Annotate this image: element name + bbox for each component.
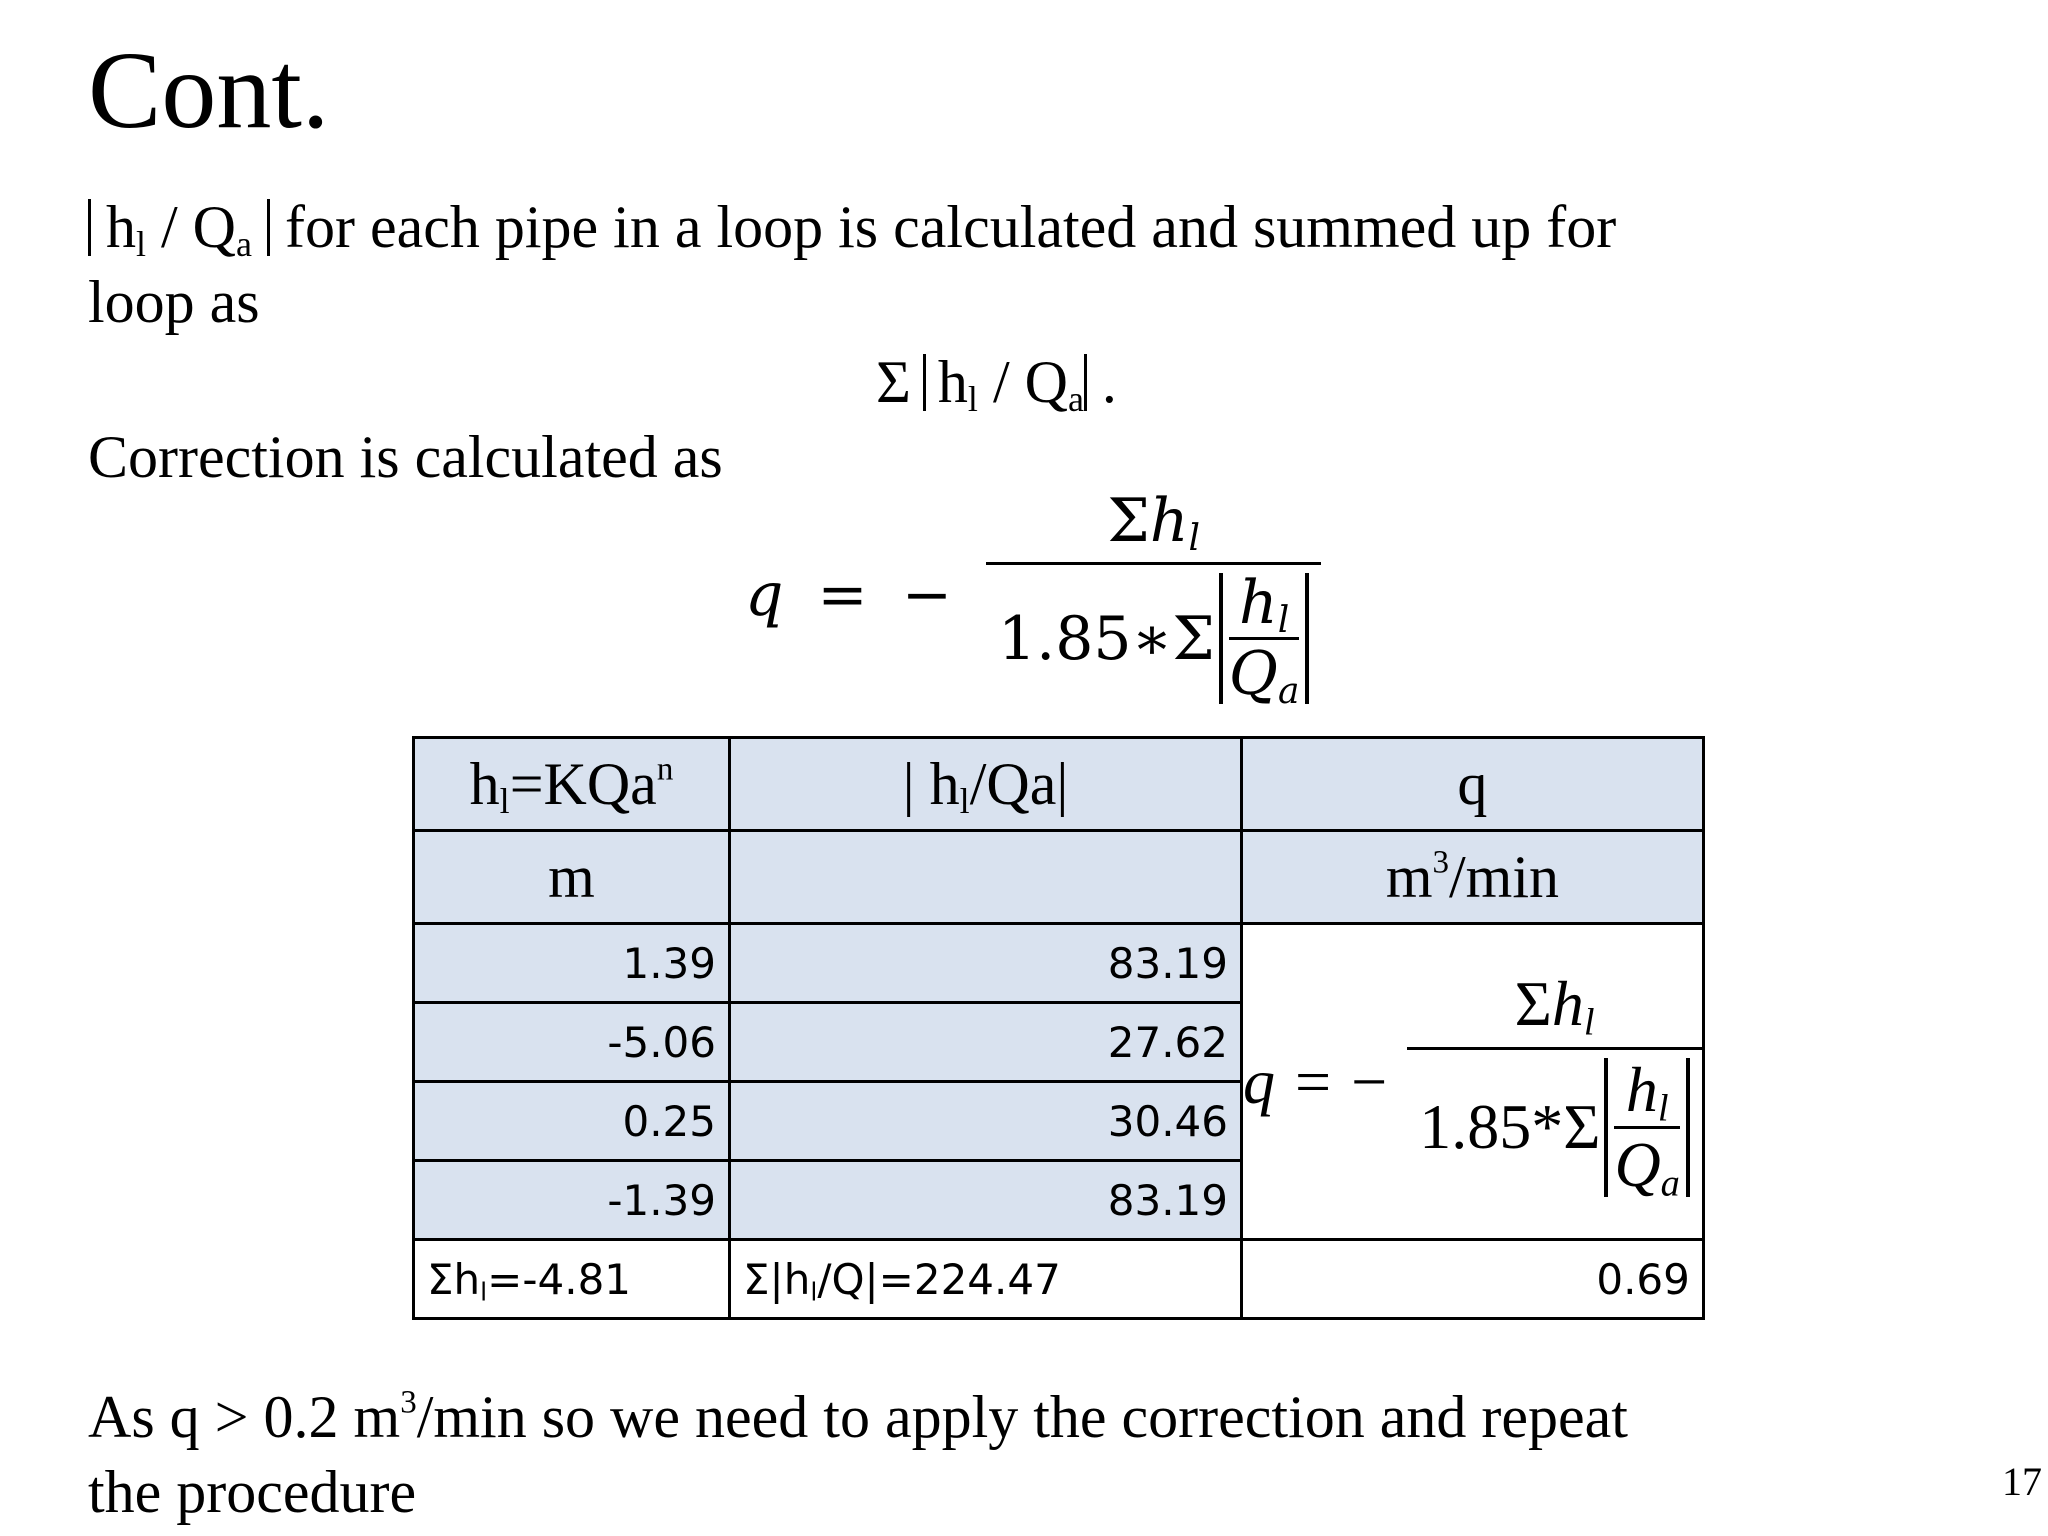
cell-hl: -5.06	[414, 1003, 730, 1082]
cell-hl: 0.25	[414, 1082, 730, 1161]
formula-equals: =	[817, 560, 868, 630]
unit-ratio	[730, 831, 1242, 924]
ratio-slash-q: / Q	[146, 194, 237, 260]
cell-hl: 1.39	[414, 924, 730, 1003]
header-abs-ratio: | $h_l/Qa|$	[730, 738, 1242, 831]
cell-inner-h: h	[1625, 1053, 1658, 1125]
cell-formula-equals: =	[1295, 1045, 1332, 1117]
header-q: q	[1242, 738, 1704, 831]
sum-dot: .	[1086, 349, 1117, 415]
header-hl: $h_l=KQa^n$	[414, 738, 730, 831]
den-inner-num	[1229, 568, 1300, 641]
paragraph-abs-ratio	[88, 190, 1616, 265]
cell-hl: -1.39	[414, 1161, 730, 1240]
sum-sub-l: l	[967, 379, 978, 419]
sigma-symbol: Σ	[876, 349, 911, 415]
cell-formula-fraction	[1407, 967, 1702, 1205]
cell-den-abs	[1604, 1053, 1689, 1205]
sum-ratio: $\Sigma|h_l/Q|=224.47$	[730, 1240, 1242, 1319]
cell-num-sub: l	[1583, 1001, 1595, 1044]
num-h: h	[1149, 486, 1189, 556]
paragraph-correction: Correction is calculated as	[88, 424, 723, 490]
units-row	[414, 831, 1704, 924]
sum-bar-left	[923, 354, 926, 411]
formula-lhs: q	[745, 560, 784, 630]
sum-hl: $\Sigma h_l=-4.81$	[414, 1240, 730, 1319]
cell-inner-sub-l: l	[1657, 1087, 1669, 1130]
den-abs-fraction	[1219, 568, 1310, 712]
cell-inner-sub-a: a	[1660, 1162, 1680, 1205]
ratio-sub-a: a	[236, 224, 252, 264]
sum-expression	[876, 345, 1117, 420]
para1-rest: for each pipe in a loop is calculated and summed up for	[270, 194, 1617, 260]
cell-inner-q: Q	[1614, 1128, 1661, 1200]
inner-sub-l: l	[1277, 600, 1290, 641]
formula-minus: −	[901, 560, 952, 630]
num-sigma: Σ	[1107, 486, 1150, 556]
sum-slash-q: / Q	[977, 349, 1068, 415]
cell-ratio: 83.19	[730, 1161, 1242, 1240]
header-row	[414, 738, 1704, 831]
conclusion-line2: the procedure	[88, 1459, 417, 1525]
sum-h: h	[937, 349, 968, 415]
cell-num-h: h	[1551, 967, 1584, 1039]
page-number: 17	[2002, 1459, 2042, 1504]
cell-formula	[1243, 967, 1702, 1205]
unit-q: $m^3/\min$	[1242, 831, 1704, 924]
num-sub-l: l	[1188, 518, 1201, 559]
formula-denominator	[986, 562, 1321, 712]
cell-formula-denominator	[1407, 1047, 1702, 1205]
paragraph-line2: loop as	[88, 269, 260, 335]
sum-q: 0.69	[1242, 1240, 1704, 1319]
cell-formula-lhs: q	[1243, 1045, 1275, 1117]
correction-formula	[745, 486, 1321, 712]
ratio-sub-l: l	[136, 224, 147, 264]
cell-formula-minus: −	[1351, 1045, 1388, 1117]
formula-numerator	[986, 486, 1321, 562]
inner-h: h	[1239, 568, 1278, 638]
cell-ratio: 27.62	[730, 1003, 1242, 1082]
sum-sub-a: a	[1067, 379, 1084, 419]
conclusion-line1: As q > 0.2 $m^3/\min$ so we need to apply the correction and repeat	[88, 1384, 1628, 1450]
table-row	[414, 924, 1704, 1003]
den-inner-den	[1228, 637, 1300, 712]
cell-ratio: 83.19	[730, 924, 1242, 1003]
formula-fraction	[986, 486, 1321, 712]
cell-ratio: 30.46	[730, 1082, 1242, 1161]
unit-hl: m	[414, 831, 730, 924]
slide-title: Cont.	[88, 29, 330, 151]
den-coefficient: 1.85∗Σ	[997, 603, 1215, 674]
cell-q-formula	[1242, 924, 1704, 1240]
cell-den-coef: 1.85*Σ	[1419, 1091, 1601, 1162]
cell-inner-den	[1614, 1126, 1680, 1205]
abs-bar-left	[88, 199, 91, 256]
inner-sub-a: a	[1277, 671, 1300, 712]
inner-q: Q	[1228, 639, 1278, 709]
cell-formula-numerator	[1407, 967, 1702, 1047]
ratio-h: h	[106, 194, 136, 260]
cell-inner-num	[1614, 1053, 1679, 1130]
sum-row	[414, 1240, 1704, 1319]
cell-num-sigma: Σ	[1514, 967, 1552, 1039]
loop-table	[412, 736, 1705, 1320]
